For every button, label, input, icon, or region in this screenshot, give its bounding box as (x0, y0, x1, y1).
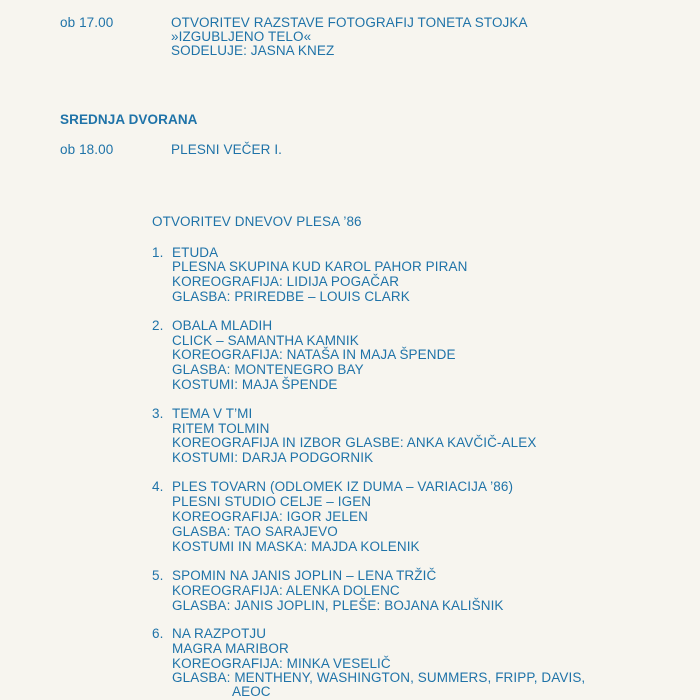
event-1-subtitle: »IZGUBLJENO TELO« (171, 29, 312, 44)
item-title: OBALA MLADIH (172, 318, 273, 333)
item-line: GLASBA: MONTENEGRO BAY (172, 362, 364, 377)
event-1-title: OTVORITEV RAZSTAVE FOTOGRAFIJ TONETA STOJKA (171, 15, 528, 30)
item-line-continuation: AEOC (232, 684, 271, 699)
item-title: ETUDA (172, 245, 219, 260)
item-number: 5. (152, 568, 164, 583)
item-line: KOREOGRAFIJA: LIDIJA POGAČAR (172, 274, 400, 289)
list-item-heading (152, 568, 436, 584)
list-item-heading (152, 479, 513, 495)
item-title: TEMA V T’MI (172, 406, 253, 421)
item-title: PLES TOVARN (ODLOMEK IZ DUMA – VARIACIJA ’86) (172, 479, 514, 494)
intro-line: OTVORITEV DNEVOV PLESA ’86 (152, 214, 362, 229)
item-number: 1. (152, 245, 164, 260)
item-line: RITEM TOLMIN (172, 421, 270, 436)
item-line: GLASBA: TAO SARAJEVO (172, 524, 338, 539)
item-line: KOSTUMI: MAJA ŠPENDE (172, 377, 338, 392)
item-title: NA RAZPOTJU (172, 626, 267, 641)
event-1-time: ob 17.00 (60, 15, 114, 30)
list-item-heading (152, 626, 266, 642)
item-line: KOREOGRAFIJA: NATAŠA IN MAJA ŠPENDE (172, 347, 456, 362)
item-line: PLESNI STUDIO CELJE – IGEN (172, 494, 372, 509)
item-line: GLASBA: PRIREDBE – LOUIS CLARK (172, 289, 410, 304)
item-number: 3. (152, 406, 164, 421)
item-line: KOREOGRAFIJA: ALENKA DOLENC (172, 583, 400, 598)
item-line: CLICK – SAMANTHA KAMNIK (172, 333, 359, 348)
item-line: KOSTUMI IN MASKA: MAJDA KOLENIK (172, 539, 420, 554)
list-item-heading (152, 318, 272, 334)
item-title: SPOMIN NA JANIS JOPLIN – LENA TRŽIČ (172, 568, 437, 583)
item-line: KOREOGRAFIJA IN IZBOR GLASBE: ANKA KAVČIČ-ALEX (172, 435, 537, 450)
item-line: MAGRA MARIBOR (172, 641, 289, 656)
item-number: 6. (152, 626, 164, 641)
item-line: GLASBA: MENTHENY, WASHINGTON, SUMMERS, FRIPP, DAVIS, (172, 670, 586, 685)
section-heading: SREDNJA DVORANA (60, 112, 198, 127)
item-number: 2. (152, 318, 164, 333)
list-item-heading (152, 406, 252, 422)
item-line: KOREOGRAFIJA: MINKA VESELIČ (172, 656, 391, 671)
event-2-title: PLESNI VEČER I. (171, 142, 283, 157)
item-number: 4. (152, 479, 164, 494)
event-2-time: ob 18.00 (60, 142, 114, 157)
item-line: KOSTUMI: DARJA PODGORNIK (172, 450, 374, 465)
item-line: PLESNA SKUPINA KUD KAROL PAHOR PIRAN (172, 259, 468, 274)
item-line: KOREOGRAFIJA: IGOR JELEN (172, 509, 368, 524)
item-line: GLASBA: JANIS JOPLIN, PLEŠE: BOJANA KALIŠNIK (172, 598, 504, 613)
event-1-participant: SODELUJE: JASNA KNEZ (171, 43, 335, 58)
